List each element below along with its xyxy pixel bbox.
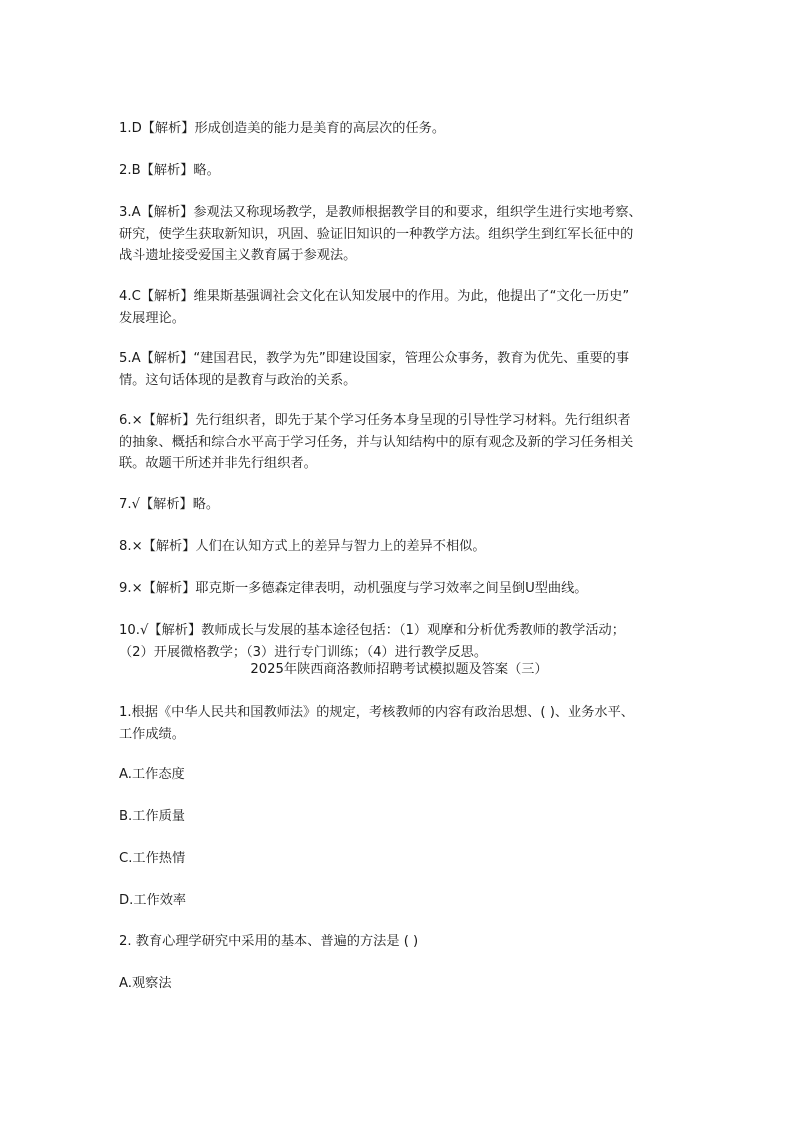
question-1-option-b: B.工作质量 [119, 809, 185, 824]
answer-6: 6.×【解析】先行组织者，即先于某个学习任务本身呈现的引导性学习材料。先行组织者 的抽象、概括和综合水平高于学习任务，并与认知结构中的原有观念及新的学习任务相关 联。故题干所述并非先行组织者。 [119, 413, 634, 471]
question-2-stem: 2. 教育心理学研究中采用的基本、普遍的方法是 ( ) [119, 934, 419, 949]
question-1-option-a: A.工作态度 [119, 767, 185, 782]
section-title: 2025年陕西商洛教师招聘考试模拟题及答案（三） [250, 662, 548, 677]
question-1-option-c: C.工作热情 [119, 851, 186, 866]
answer-4: 4.C【解析】维果斯基强调社会文化在认知发展中的作用。为此，他提出了“文化一历史” 发展理论。 [119, 289, 630, 326]
question-1-stem: 1.根据《中华人民共和国教师法》的规定，考核教师的内容有政治思想、( )、业务水平、 工作成绩。 [119, 705, 634, 742]
answer-3: 3.A【解析】参观法又称现场教学，是教师根据教学目的和要求，组织学生进行实地考察、 研究，使学生获取新知识，巩固、验证旧知识的一种教学方法。组织学生到红军长征中的 战斗遗址接受爱国主义教育属于参观法。 [119, 205, 642, 263]
question-1-option-d: D.工作效率 [119, 893, 187, 908]
question-2-option-a: A.观察法 [119, 976, 172, 991]
answer-10: 10.√【解析】教师成长与发展的基本途径包括：（1）观摩和分析优秀教师的教学活动； （2）开展微格教学；（3）进行专门训练；（4）进行教学反思。 [119, 623, 625, 660]
answer-7: 7.√【解析】略。 [119, 497, 220, 512]
answer-1: 1.D【解析】形成创造美的能力是美育的高层次的任务。 [119, 121, 446, 136]
answer-8: 8.×【解析】人们在认知方式上的差异与智力上的差异不相似。 [119, 539, 486, 554]
answer-2: 2.B【解析】略。 [119, 163, 220, 178]
answer-5: 5.A【解析】“建国君民，教学为先”即建设国家，管理公众事务，教育为优先、重要的事 情。这句话体现的是教育与政治的关系。 [119, 351, 630, 388]
answer-9: 9.×【解析】耶克斯一多德森定律表明，动机强度与学习效率之间呈倒U型曲线。 [119, 581, 588, 596]
